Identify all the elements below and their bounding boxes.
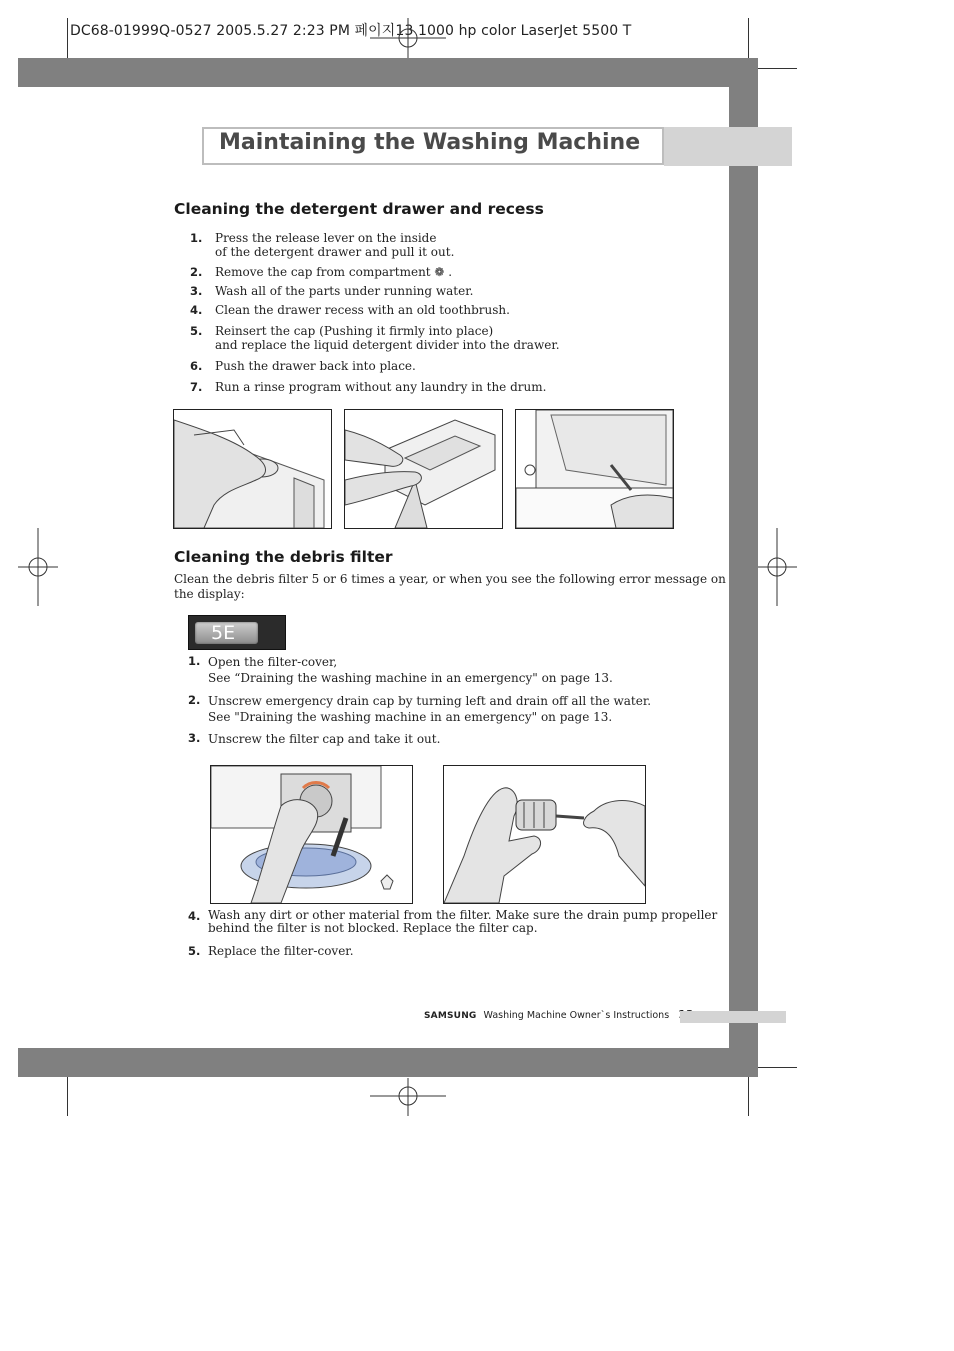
- crop-mark: [67, 18, 68, 58]
- step-number: 5.: [188, 944, 201, 958]
- step-number: 1.: [188, 654, 201, 668]
- step-number: 7.: [190, 380, 203, 394]
- top-band: [18, 58, 758, 87]
- step-text: See "Draining the washing machine in an emergency" on page 13.: [208, 710, 613, 724]
- right-band: [729, 87, 758, 1077]
- registration-mark-left: [18, 528, 58, 606]
- list-item: [190, 284, 710, 303]
- illustration-release-lever: [173, 409, 332, 529]
- step-text: and replace the liquid detergent divider into the drawer.: [215, 338, 560, 352]
- list-item: [188, 908, 718, 944]
- step-number: 3.: [190, 284, 203, 298]
- error-code: 5E: [195, 622, 258, 644]
- filter-steps-b: [188, 908, 718, 960]
- crop-mark: [748, 18, 749, 58]
- step-number: 1.: [190, 231, 203, 245]
- registration-mark-right: [757, 528, 797, 606]
- list-item: [188, 654, 708, 693]
- step-text: Unscrew emergency drain cap by turning left and drain off all the water.: [208, 694, 652, 708]
- step-text: Clean the drawer recess with an old toothbrush.: [215, 303, 510, 317]
- print-header: DC68-01999Q-0527 2005.5.27 2:23 PM 페이지13 1000 hp color LaserJet 5500 T: [70, 23, 632, 39]
- crop-mark: [67, 1076, 68, 1116]
- section-heading-filter: Cleaning the debris filter: [174, 548, 393, 566]
- list-item: [190, 359, 710, 380]
- list-item: [188, 693, 708, 731]
- list-item: [190, 380, 710, 399]
- step-text: Wash any dirt or other material from the filter. Make sure the drain pump propeller: [208, 908, 718, 922]
- step-number: 3.: [188, 731, 201, 745]
- illustration-toothbrush-recess: [515, 409, 674, 529]
- section-heading-detergent: Cleaning the detergent drawer and recess: [174, 200, 544, 218]
- title-tab: [664, 127, 792, 166]
- step-number: 4.: [188, 909, 201, 923]
- crop-mark: [748, 1076, 749, 1116]
- illustration-drain-filter: [210, 765, 413, 904]
- brand-logo-text: SAMSUNG: [424, 1011, 477, 1021]
- filter-intro: [174, 572, 726, 602]
- intro-line: Clean the debris filter 5 or 6 times a year, or when you see the following error message on: [174, 572, 726, 586]
- crop-mark: [757, 68, 797, 69]
- step-text: Wash all of the parts under running water.: [215, 284, 474, 298]
- step-text: Open the filter-cover,: [208, 655, 338, 669]
- intro-line: the display:: [174, 587, 245, 601]
- list-item: [190, 265, 710, 284]
- step-text: Remove the cap from compartment ❁ .: [215, 265, 453, 279]
- bottom-band: [18, 1048, 758, 1077]
- step-text: of the detergent drawer and pull it out.: [215, 245, 455, 259]
- step-number: 2.: [188, 693, 201, 707]
- illustration-wash-filter: [443, 765, 646, 904]
- step-number: 2.: [190, 265, 203, 279]
- step-text: Press the release lever on the inside: [215, 231, 437, 245]
- step-text: Unscrew the filter cap and take it out.: [208, 732, 441, 746]
- list-item: [188, 731, 708, 747]
- step-text: Replace the filter-cover.: [208, 944, 354, 958]
- step-text: Run a rinse program without any laundry in the drum.: [215, 380, 547, 394]
- step-number: 5.: [190, 324, 203, 338]
- filter-steps-a: [188, 654, 708, 747]
- step-text: See “Draining the washing machine in an emergency" on page 13.: [208, 671, 613, 685]
- list-item: [190, 231, 710, 265]
- page-title: Maintaining the Washing Machine: [219, 130, 641, 155]
- illustration-drawer-cap: [344, 409, 503, 529]
- list-item: [190, 303, 710, 324]
- step-text: Push the drawer back into place.: [215, 359, 416, 373]
- step-text: Reinsert the cap (Pushing it firmly into place): [215, 324, 494, 338]
- registration-mark-bottom: [370, 1078, 446, 1116]
- registration-mark-top: [370, 18, 446, 58]
- list-item: [190, 324, 710, 359]
- list-item: [188, 944, 708, 960]
- detergent-steps: [190, 231, 710, 399]
- step-number: 4.: [190, 303, 203, 317]
- footer: [424, 1008, 694, 1021]
- crop-mark: [757, 1067, 797, 1068]
- step-text: behind the filter is not blocked. Replace the filter cap.: [208, 921, 538, 935]
- step-number: 6.: [190, 359, 203, 373]
- footer-text: Washing Machine Owner`s Instructions: [483, 1010, 670, 1021]
- footer-tab: [680, 1011, 786, 1023]
